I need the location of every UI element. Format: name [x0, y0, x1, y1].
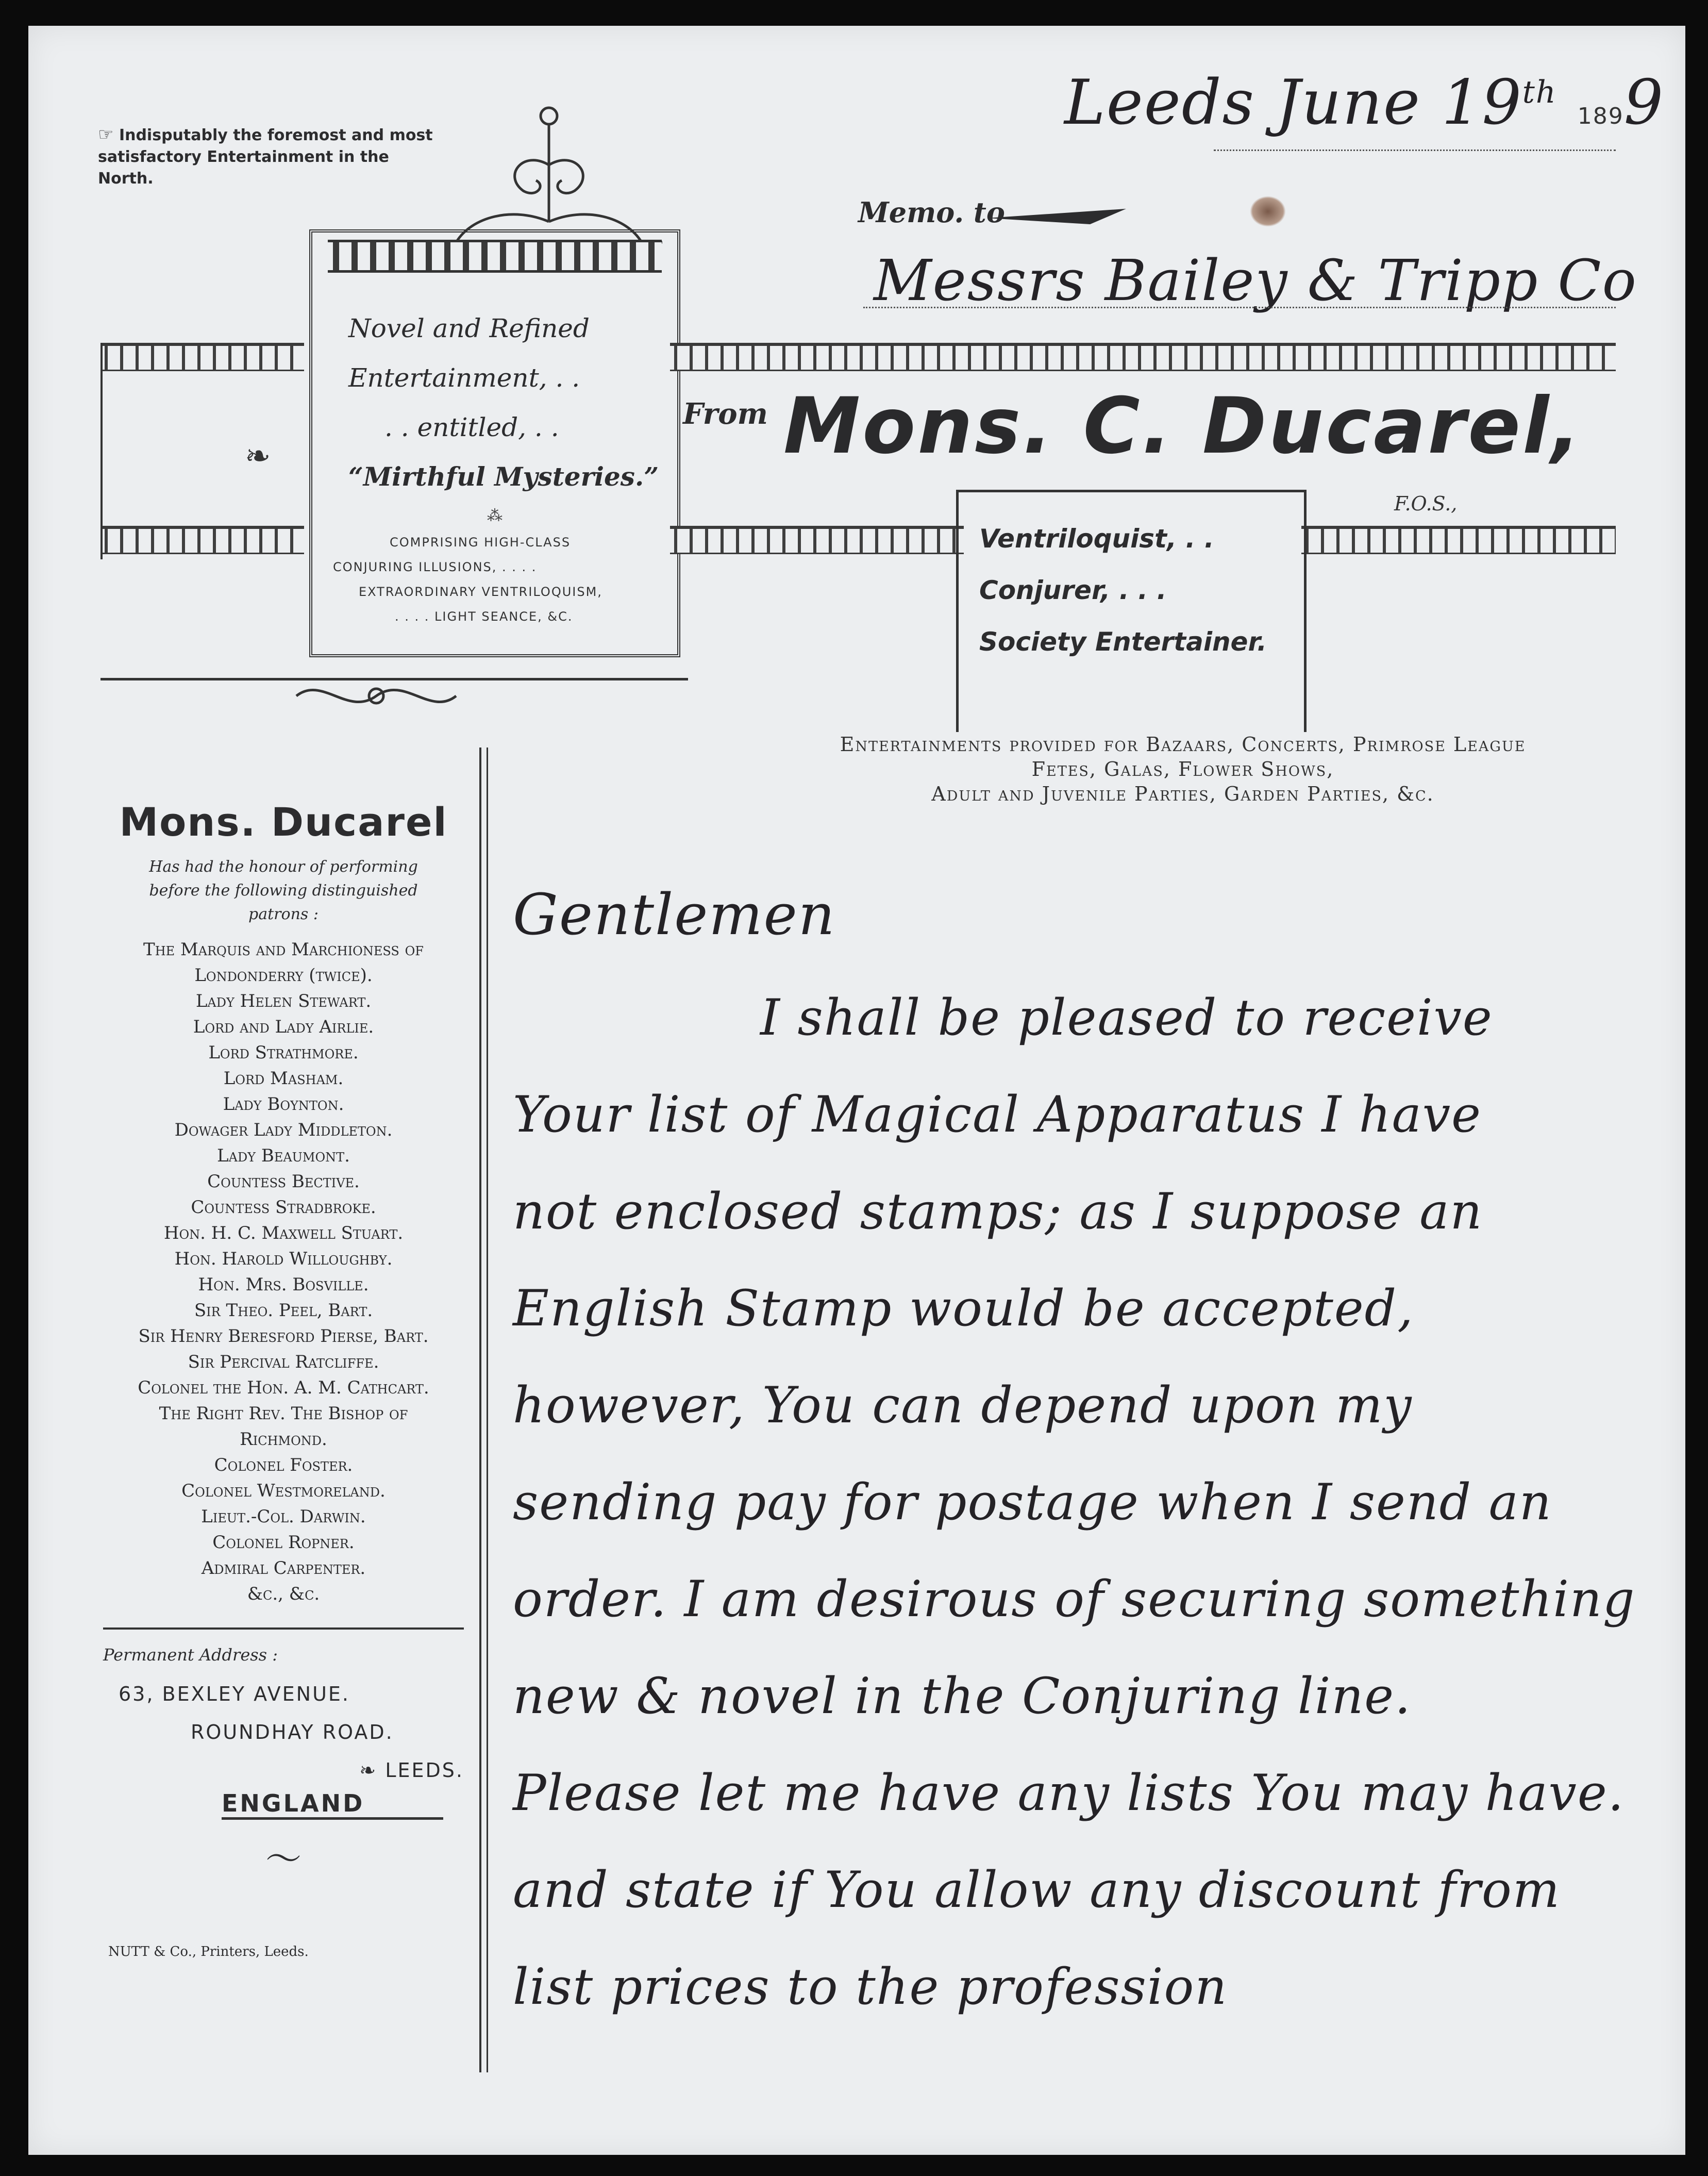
sidebar	[103, 799, 464, 1959]
show-line: “Mirthful Mysteries.”	[348, 461, 659, 492]
patron-item: Colonel the Hon. A. M. Cathcart.	[138, 1377, 429, 1398]
letter-line: Your list of Magical Apparatus I have	[513, 1086, 1482, 1143]
sender-suffix: F.O.S.,	[1394, 492, 1458, 515]
patron-item: Richmond.	[240, 1429, 327, 1450]
letter-line: however, You can depend upon my	[513, 1376, 1413, 1434]
country-hand: ENGLAND	[222, 1789, 443, 1820]
sender-name: Mons. C. Ducarel,	[783, 381, 1583, 471]
show-detail: EXTRAORDINARY VENTRILOQUISM,	[359, 585, 602, 599]
services-line: Adult and Juvenile Parties, Garden Parties, &c.	[931, 783, 1434, 805]
date-suffix: th	[1522, 74, 1557, 110]
show-title-lines	[312, 304, 677, 502]
right-banner-top	[670, 343, 1616, 371]
letter-line: and state if You allow any discount from	[513, 1861, 1561, 1919]
place-date: Leeds June 19	[1064, 67, 1522, 139]
address-city: LEEDS.	[385, 1759, 464, 1782]
role-line: Society Entertainer.	[979, 627, 1267, 657]
patron-item: Hon. Harold Willoughby.	[174, 1249, 393, 1269]
show-line: Entertainment, . .	[348, 363, 580, 393]
show-box	[309, 229, 680, 657]
right-banner-bottom	[670, 526, 964, 554]
patron-item: Sir Henry Beresford Pierse, Bart.	[138, 1326, 429, 1347]
ink-blot	[1250, 196, 1286, 227]
address-block	[103, 1675, 464, 1789]
letter-line: list prices to the profession	[513, 1958, 1228, 2016]
patron-item: The Right Rev. The Bishop of	[159, 1403, 408, 1424]
patron-item: Londonderry (twice).	[194, 965, 373, 986]
flourish-icon: ❧	[359, 1759, 386, 1782]
letter-body	[513, 969, 1672, 2035]
patron-item: Countess Bective.	[207, 1171, 360, 1192]
left-banner-top	[101, 343, 304, 371]
patron-item: Hon. Mrs. Bosville.	[198, 1274, 369, 1295]
show-detail: . . . . LIGHT SEANCE, &C.	[395, 609, 573, 624]
left-flourish-icon: ❧	[245, 438, 271, 474]
left-banner-bottom	[101, 526, 304, 554]
letter-line: sending pay for postage when I send an	[513, 1473, 1552, 1531]
address-line: 63, BEXLEY AVENUE.	[119, 1683, 350, 1705]
memo-arrow-icon	[987, 204, 1131, 229]
roles-box	[956, 490, 1307, 732]
year-hand: 9	[1623, 67, 1665, 139]
left-side-rule	[101, 343, 103, 559]
letter-line: I shall be pleased to receive	[760, 989, 1493, 1047]
patron-item: Dowager Lady Middleton.	[174, 1120, 393, 1140]
patron-item: Admiral Carpenter.	[201, 1558, 366, 1579]
letter-salutation: Gentlemen	[513, 882, 836, 948]
notice-text: Indisputably the foremost and most satisfactory Entertainment in the North.	[98, 126, 433, 188]
patron-item: Lord Strathmore.	[208, 1042, 359, 1063]
services-block	[745, 732, 1621, 806]
patron-item: Lady Helen Stewart.	[195, 991, 372, 1011]
sidebar-intro: Has had the honour of performing before the following distinguished patrons :	[149, 858, 418, 923]
show-line: . . entitled, . .	[384, 412, 559, 442]
show-box-top-banner	[328, 240, 662, 273]
patron-item: Sir Percival Ratcliffe.	[188, 1352, 379, 1372]
services-line: Entertainments provided for Bazaars, Concerts, Primrose League	[840, 733, 1526, 756]
patron-item: &c., &c.	[247, 1584, 320, 1604]
show-detail-lines	[312, 530, 677, 629]
date-rule	[1214, 150, 1616, 151]
show-detail: CONJURING ILLUSIONS, . . . .	[333, 560, 537, 574]
patron-item: Colonel Foster.	[214, 1455, 353, 1475]
patron-item: Hon. H. C. Maxwell Stuart.	[163, 1223, 404, 1243]
letter-line: order. I am desirous of securing something	[513, 1570, 1636, 1628]
role-line: Conjurer, . . .	[979, 575, 1167, 605]
letter-line: new & novel in the Conjuring line.	[513, 1667, 1412, 1725]
patron-item: Lieut.-Col. Darwin.	[201, 1506, 366, 1527]
ornament-bottom-icon	[291, 673, 461, 719]
sidebar-rule	[103, 1627, 464, 1630]
pointing-hand-icon: ☞	[98, 124, 114, 145]
patron-item: Lady Boynton.	[223, 1094, 344, 1115]
services-line: Fetes, Galas, Flower Shows,	[1031, 758, 1334, 780]
show-detail: COMPRISING HIGH-CLASS	[390, 535, 571, 550]
memo-rule	[863, 307, 1616, 308]
patron-item: Colonel Ropner.	[212, 1532, 355, 1553]
date-line	[1064, 67, 1664, 139]
address-line: ROUNDHAY ROAD.	[191, 1721, 394, 1743]
show-line: Novel and Refined	[348, 313, 590, 343]
notice-block	[98, 124, 448, 190]
patron-item: Colonel Westmoreland.	[181, 1481, 386, 1501]
letter-line: English Stamp would be accepted,	[513, 1280, 1414, 1337]
patron-item: Lord and Lady Airlie.	[193, 1017, 374, 1037]
patron-item: The Marquis and Marchioness of	[143, 939, 424, 960]
patron-item: Lady Beaumont.	[217, 1145, 350, 1166]
patron-item: Lord Masham.	[223, 1068, 344, 1089]
role-line: Ventriloquist, . .	[979, 524, 1214, 554]
patron-list	[103, 937, 464, 1607]
address-label: Permanent Address :	[103, 1645, 278, 1665]
show-divider-icon: ⁂	[487, 507, 503, 525]
patron-item: Sir Theo. Peel, Bart.	[194, 1300, 373, 1321]
roles-lines	[979, 513, 1304, 668]
letter-line: not enclosed stamps; as I suppose an	[513, 1183, 1483, 1240]
from-label: From	[683, 397, 768, 431]
patron-item: Countess Stradbroke.	[191, 1197, 376, 1218]
letter-sheet	[28, 26, 1685, 2155]
column-divider	[479, 748, 488, 2072]
address-line	[103, 1751, 464, 1789]
swash-icon: 〜	[265, 1838, 302, 1880]
letter-line: Please let me have any lists You may have.	[513, 1764, 1625, 1822]
year-printed: 189	[1577, 103, 1624, 129]
right-banner-bottom-2	[1301, 526, 1616, 554]
printer-credit: NUTT & Co., Printers, Leeds.	[108, 1944, 309, 1959]
sidebar-title: Mons. Ducarel	[119, 799, 448, 845]
memo-to-label: Memo. to	[858, 196, 1005, 229]
memo-to-value: Messrs Bailey & Tripp Co	[874, 247, 1637, 313]
